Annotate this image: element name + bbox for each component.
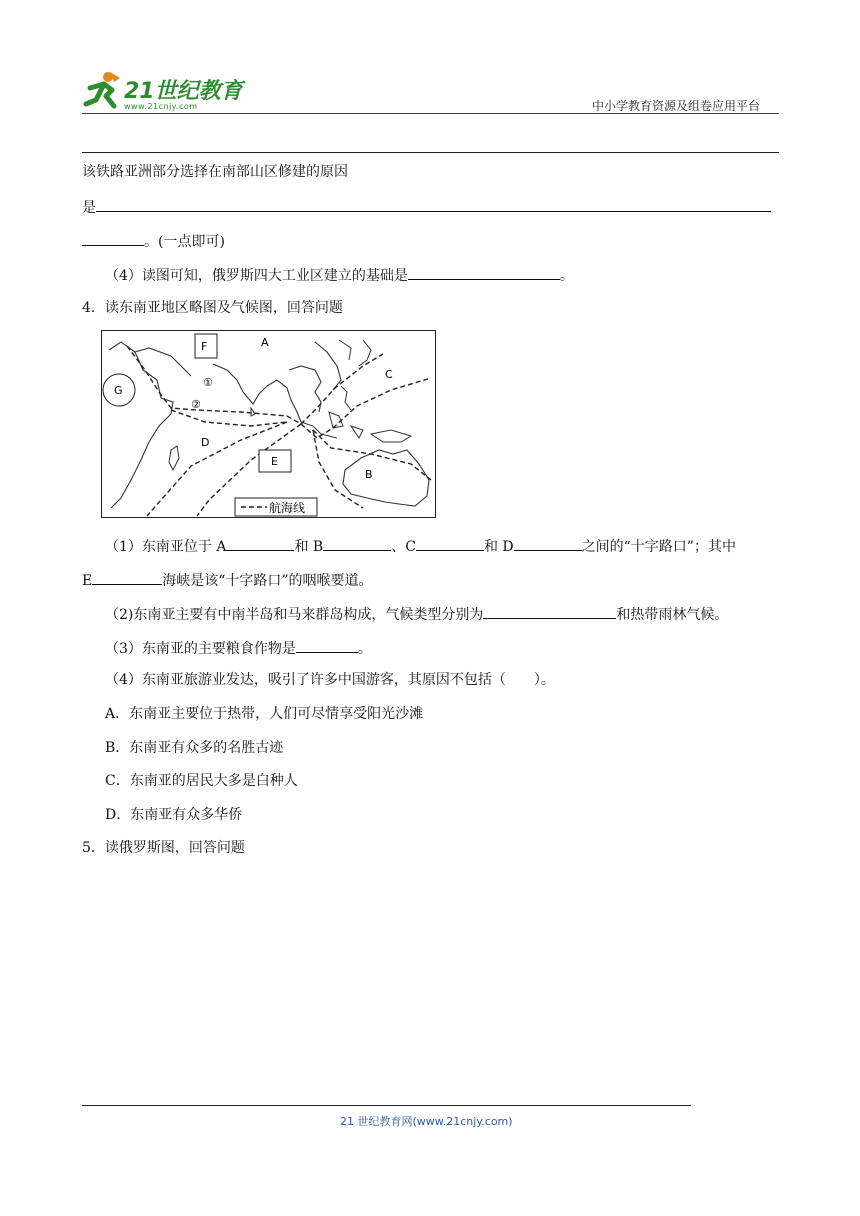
q4-p1-e: 之间的“十字路口”；其中 [581, 539, 736, 555]
blank-c[interactable] [416, 535, 484, 551]
logo-url: www.21cnjy.com [124, 102, 198, 111]
map-label-f: F [201, 340, 208, 353]
map-label-e: E [271, 455, 278, 468]
q4-p1-e-suffix: 海峡是该“十字路口”的咽喉要道。 [162, 573, 373, 589]
footer-link[interactable]: 21 世纪教育网(www.21cnjy.com) [340, 1115, 513, 1128]
q4-p1-line2 [82, 569, 373, 591]
option-d[interactable]: D．东南亚有众多华侨 [105, 807, 243, 823]
map-label-b: B [365, 468, 373, 481]
q4-p3-suffix: 。 [357, 641, 372, 657]
q3-line2-prefix: 是 [82, 200, 96, 216]
q3-part4-prefix: （4）读图可知，俄罗斯四大工业区建立的基础是 [105, 268, 408, 284]
map-label-c: C [385, 368, 393, 381]
q3-line1: 该铁路亚洲部分选择在南部山区修建的原因 [82, 164, 348, 180]
map-legend: 航海线 [269, 501, 306, 515]
q4-p3 [105, 637, 372, 659]
southeast-asia-map [101, 330, 436, 518]
blank-d[interactable] [514, 535, 582, 551]
map-label-a: A [261, 336, 269, 349]
q4-p1-a: （1）东南亚位于 A [105, 539, 227, 555]
map-svg [101, 330, 436, 518]
blank-climate[interactable] [483, 603, 616, 619]
q4-p2-prefix: （2)东南亚主要有中南半岛和马来群岛构成，气候类型分别为 [105, 607, 484, 623]
q4-p1-line1 [105, 535, 736, 557]
map-marker-2: ② [191, 398, 201, 411]
q4-p1-e-prefix: E [82, 573, 93, 589]
q4-p1-d: 和 D [483, 539, 514, 555]
blank-e[interactable] [92, 569, 162, 585]
q3-line2 [82, 196, 771, 218]
map-label-g: G [114, 384, 123, 397]
blank-b[interactable] [323, 535, 391, 551]
q4-p4: （4）东南亚旅游业发达，吸引了许多中国游客，其原因不包括（ ）。 [105, 672, 555, 688]
q3-part4-suffix: 。 [559, 268, 574, 284]
q5-title: 5．读俄罗斯图，回答问题 [82, 840, 245, 856]
q4-p1-c: 、C [391, 539, 416, 555]
q3-line3 [82, 230, 225, 252]
platform-name: 中小学教育资源及组卷应用平台 [592, 99, 761, 113]
runner-logo-icon [80, 70, 124, 110]
site-logo [80, 68, 250, 114]
header-rule [82, 113, 779, 114]
q4-p3-prefix: （3）东南亚的主要粮食作物是 [105, 641, 296, 657]
q3-line3-suffix: 。(一点即可) [144, 234, 225, 250]
map-marker-1: ① [203, 376, 213, 389]
map-label-d: D [201, 436, 210, 449]
option-c[interactable]: C．东南亚的居民大多是白种人 [105, 773, 298, 789]
option-b[interactable]: B．东南亚有众多的名胜古迹 [105, 740, 284, 756]
q4-p2-suffix: 和热带雨林气候。 [616, 607, 729, 623]
q3-part4 [105, 264, 574, 286]
q3-part4-blank[interactable] [408, 264, 560, 280]
blank-a[interactable] [226, 535, 294, 551]
footer-rule [82, 1105, 691, 1106]
option-a[interactable]: A．东南亚主要位于热带，人们可尽情享受阳光沙滩 [105, 706, 424, 722]
q3-answer-blank[interactable] [96, 196, 771, 212]
q3-answer-blank-cont[interactable] [82, 230, 144, 246]
q4-title: 4．读东南亚地区略图及气候图，回答问题 [82, 300, 343, 316]
q4-p2 [105, 603, 728, 625]
q4-p1-b: 和 B [294, 539, 324, 555]
logo-text: 21世纪教育 [124, 79, 243, 104]
blank-crop[interactable] [296, 637, 358, 653]
top-rule [82, 152, 779, 153]
